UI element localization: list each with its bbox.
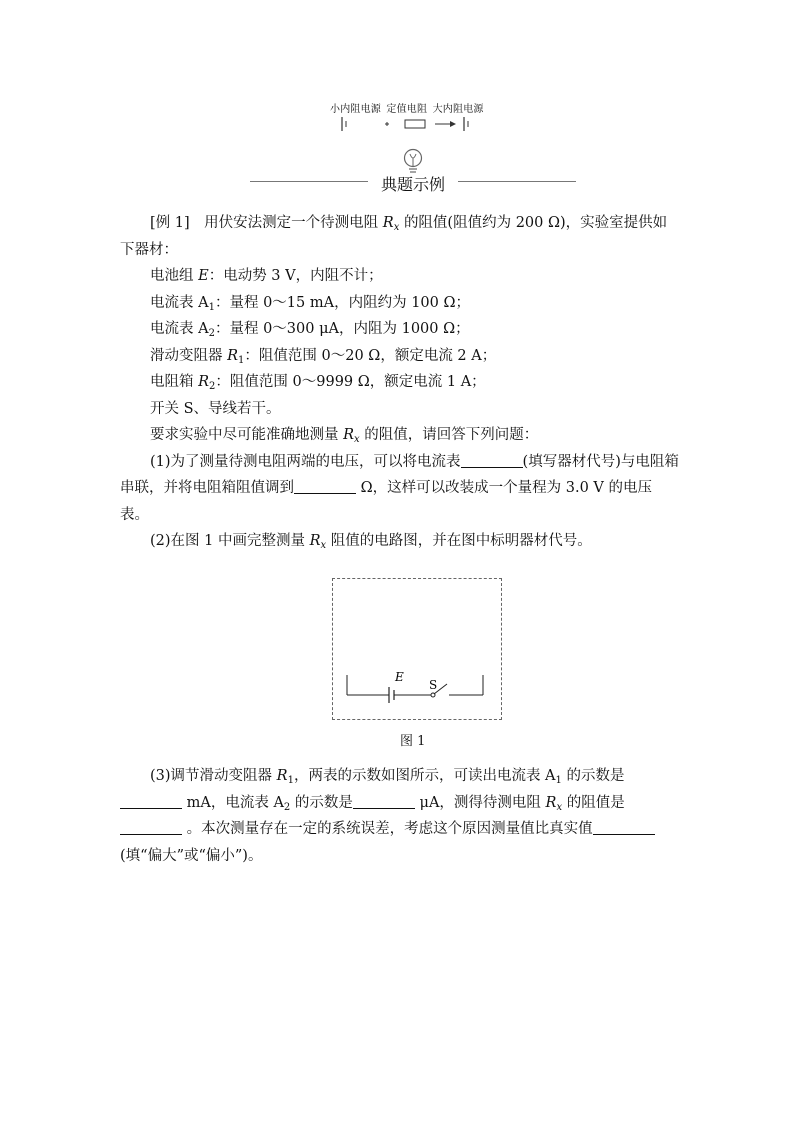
component-legend-labels [330,100,500,115]
item-battery: 电池组 E：电动势 3 V，内阻不计； [150,268,383,284]
section-title: 典题示例 [380,175,445,194]
answer-blank[interactable] [120,820,182,835]
item-ammeter-2: 电流表 $A_2$：量程 0～300 μA，内阻为 1000 Ω； [150,321,470,339]
answer-blank[interactable] [353,794,415,809]
question-2: (2)在图 1 中画完整测量 $R_x$ 阻值的电路图，并在图中标明器材代号。 [150,533,592,551]
switch-label: S [429,678,438,692]
component-symbols [330,114,500,136]
legend-fixed-resistor: 定值电阻 [386,104,428,115]
partial-circuit-diagram [333,579,501,719]
requirement: 要求实验中尽可能准确地测量 $R_x$ 的阻值，请回答下列问题： [150,427,539,445]
legend-low-resistance-source: 小内阻电源 [330,104,381,115]
component-legend-figure [330,100,500,136]
circuit-figure-1 [332,578,502,720]
section-header [250,148,576,192]
item-switch: 开关 S、导线若干。 [150,400,281,417]
answer-blank[interactable] [294,479,356,494]
example-body [120,210,680,555]
item-resistance-box: 电阻箱 $R_2$：阻值范围 0～9999 Ω，额定电流 1 A； [150,374,486,392]
example-lead: [例 1] 用伏安法测定一个待测电阻 $R_x$ 的阻值(阻值约为 200 Ω)，实验室提供如下器材： [120,215,668,258]
item-ammeter-1: 电流表 $A_1$：量程 0～15 mA，内阻约为 100 Ω； [150,294,470,313]
question-1: (1)为了测量待测电阻两端的电压，可以将电流表 (填写器材代号)与电阻箱串联，并将电阻箱阻值调到 Ω，这样可以改装成一个量程为 3.0 V 的电压表。 [120,453,679,523]
lightbulb-icon [402,148,424,174]
header-rule-right [458,181,576,182]
answer-blank[interactable] [120,794,182,809]
answer-blank[interactable] [593,820,655,835]
battery-label: E [395,670,404,684]
item-rheostat: 滑动变阻器 $R_1$：阻值范围 0～20 Ω，额定电流 2 A； [150,347,497,366]
answer-blank[interactable] [461,453,523,468]
legend-high-resistance-source: 大内阻电源 [432,104,484,115]
figure-1-caption: 图 1 [400,734,426,749]
header-rule-left [250,181,368,182]
question-3: (3)调节滑动变阻器 $R_1$，两表的示数如图所示，可读出电流表 $A_1$ 的示数是 mA，电流表 $A_2$ 的示数是 μA，测得待测电阻 $R_x$ 的阻值是 。本次测量存在一定的系统误差，考虑这个原因测量值比真实值(填“偏大”或“偏小”)。 [120,763,680,869]
